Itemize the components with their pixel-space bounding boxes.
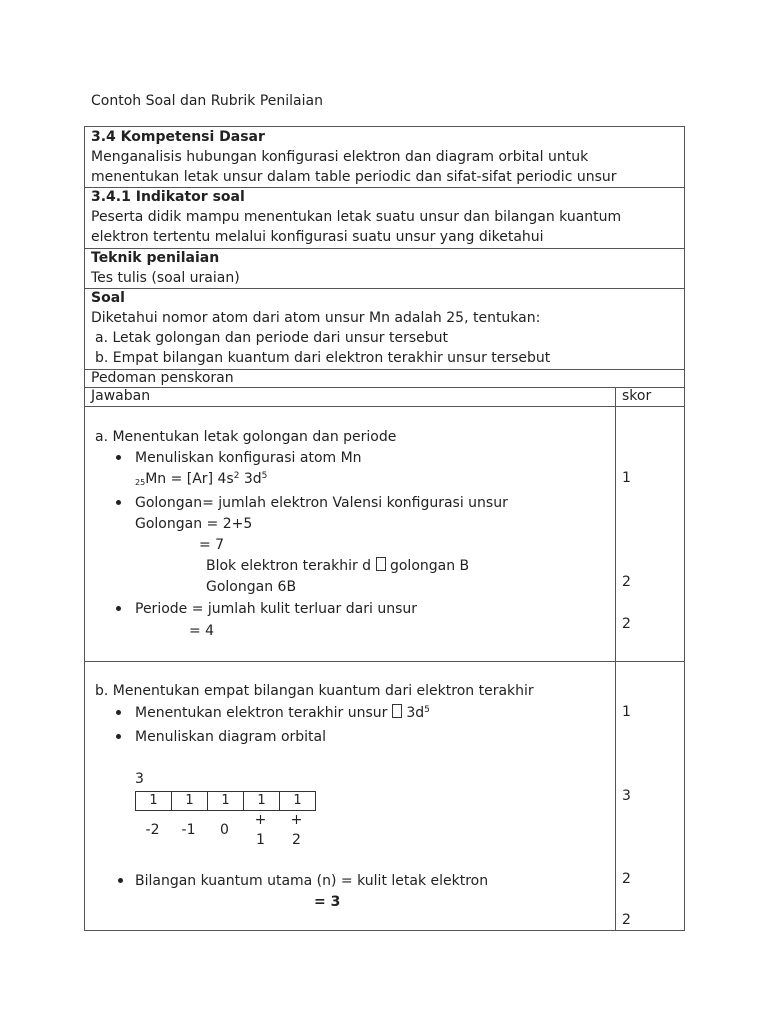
periode-result: = 4	[189, 623, 215, 639]
golongan-result: = 7	[199, 537, 225, 553]
mn-configuration: $_{25}$Mn = [Ar] $4s^2$ $3d^5$	[135, 471, 268, 487]
teknik-heading: Teknik penilaian	[91, 250, 220, 266]
orbital-box: 1	[171, 792, 207, 810]
part-a-bullet-2: Golongan= jumlah elektron Valensi konfigurasi unsur	[135, 495, 508, 511]
part-b-bullet-2: Menuliskan diagram orbital	[135, 729, 326, 745]
skor-value: 2	[622, 912, 631, 928]
magnetic-quantum-label: + 1	[254, 812, 267, 848]
bullet-icon	[116, 710, 121, 715]
rubric-table	[84, 126, 685, 931]
arrow-icon	[376, 557, 386, 571]
indikator-text-line: Peserta didik mampu menentukan letak suatu unsur dan bilangan kuantum	[91, 209, 622, 225]
magnetic-quantum-label: -2	[145, 822, 160, 838]
skor-value: 3	[622, 788, 631, 804]
n-value: = 3	[314, 894, 341, 910]
bullet-icon	[116, 606, 121, 611]
magnetic-quantum-label: 0	[220, 822, 229, 838]
bullet-icon	[116, 455, 121, 460]
orbital-box: 1	[243, 792, 279, 810]
part-b-heading: b. Menentukan empat bilangan kuantum dari elektron terakhir	[95, 683, 534, 699]
part-a-bullet-1: Menuliskan konfigurasi atom Mn	[135, 450, 362, 466]
orbital-box: 1	[149, 793, 158, 808]
golongan-6b: Golongan 6B	[206, 579, 297, 595]
orbital-box: 1	[279, 792, 315, 810]
row-divider	[85, 661, 684, 662]
golongan-calc: Golongan = 2+5	[135, 516, 253, 532]
skor-value: 1	[622, 470, 631, 486]
soal-item-a: a. Letak golongan dan periode dari unsur tersebut	[95, 330, 448, 346]
soal-heading: Soal	[91, 290, 125, 306]
bullet-icon	[116, 500, 121, 505]
pedoman-label: Pedoman penskoran	[91, 370, 234, 386]
arrow-icon	[392, 704, 402, 718]
jawaban-column-header: Jawaban	[91, 388, 151, 404]
soal-item-b: b. Empat bilangan kuantum dari elektron terakhir unsur tersebut	[95, 350, 551, 366]
soal-text: Diketahui nomor atom dari atom unsur Mn adalah 25, tentukan:	[91, 310, 541, 326]
blok-line: Blok elektron terakhir d golongan B	[206, 558, 470, 574]
shell-number: 3	[135, 771, 144, 787]
skor-value: 2	[622, 616, 631, 632]
magnetic-quantum-label: + 2	[290, 812, 303, 848]
atomic-number: 25	[135, 478, 146, 487]
kd-text-line: menentukan letak unsur dalam table periodic dan sifat-sifat periodic unsur	[91, 169, 617, 185]
orbital-box: 1	[207, 792, 243, 810]
indikator-heading: 3.4.1 Indikator soal	[91, 189, 245, 205]
orbital-diagram	[135, 791, 316, 811]
part-b-bullet-1: Menentukan elektron terakhir unsur $3d^5$	[135, 705, 430, 721]
skor-value: 2	[622, 871, 631, 887]
skor-value: 2	[622, 574, 631, 590]
skor-column-header: skor	[622, 388, 652, 404]
part-b-bullet-3: Bilangan kuantum utama (n) = kulit letak elektron	[135, 873, 489, 889]
part-a-heading: a. Menentukan letak golongan dan periode	[95, 429, 397, 445]
skor-value: 1	[622, 704, 631, 720]
kd-heading: 3.4 Kompetensi Dasar	[91, 129, 265, 145]
row-divider	[85, 288, 684, 289]
part-a-bullet-3: Periode = jumlah kulit terluar dari unsur	[135, 601, 417, 617]
indikator-text-line: elektron tertentu melalui konfigurasi suatu unsur yang diketahui	[91, 229, 544, 245]
page-title: Contoh Soal dan Rubrik Penilaian	[91, 93, 323, 109]
teknik-value: Tes tulis (soal uraian)	[91, 270, 240, 286]
kd-text-line: Menganalisis hubungan konfigurasi elektron dan diagram orbital untuk	[91, 149, 589, 165]
row-divider	[85, 406, 684, 407]
bullet-icon	[116, 734, 121, 739]
bullet-icon	[118, 878, 123, 883]
magnetic-quantum-label: -1	[181, 822, 196, 838]
column-divider	[615, 387, 616, 930]
